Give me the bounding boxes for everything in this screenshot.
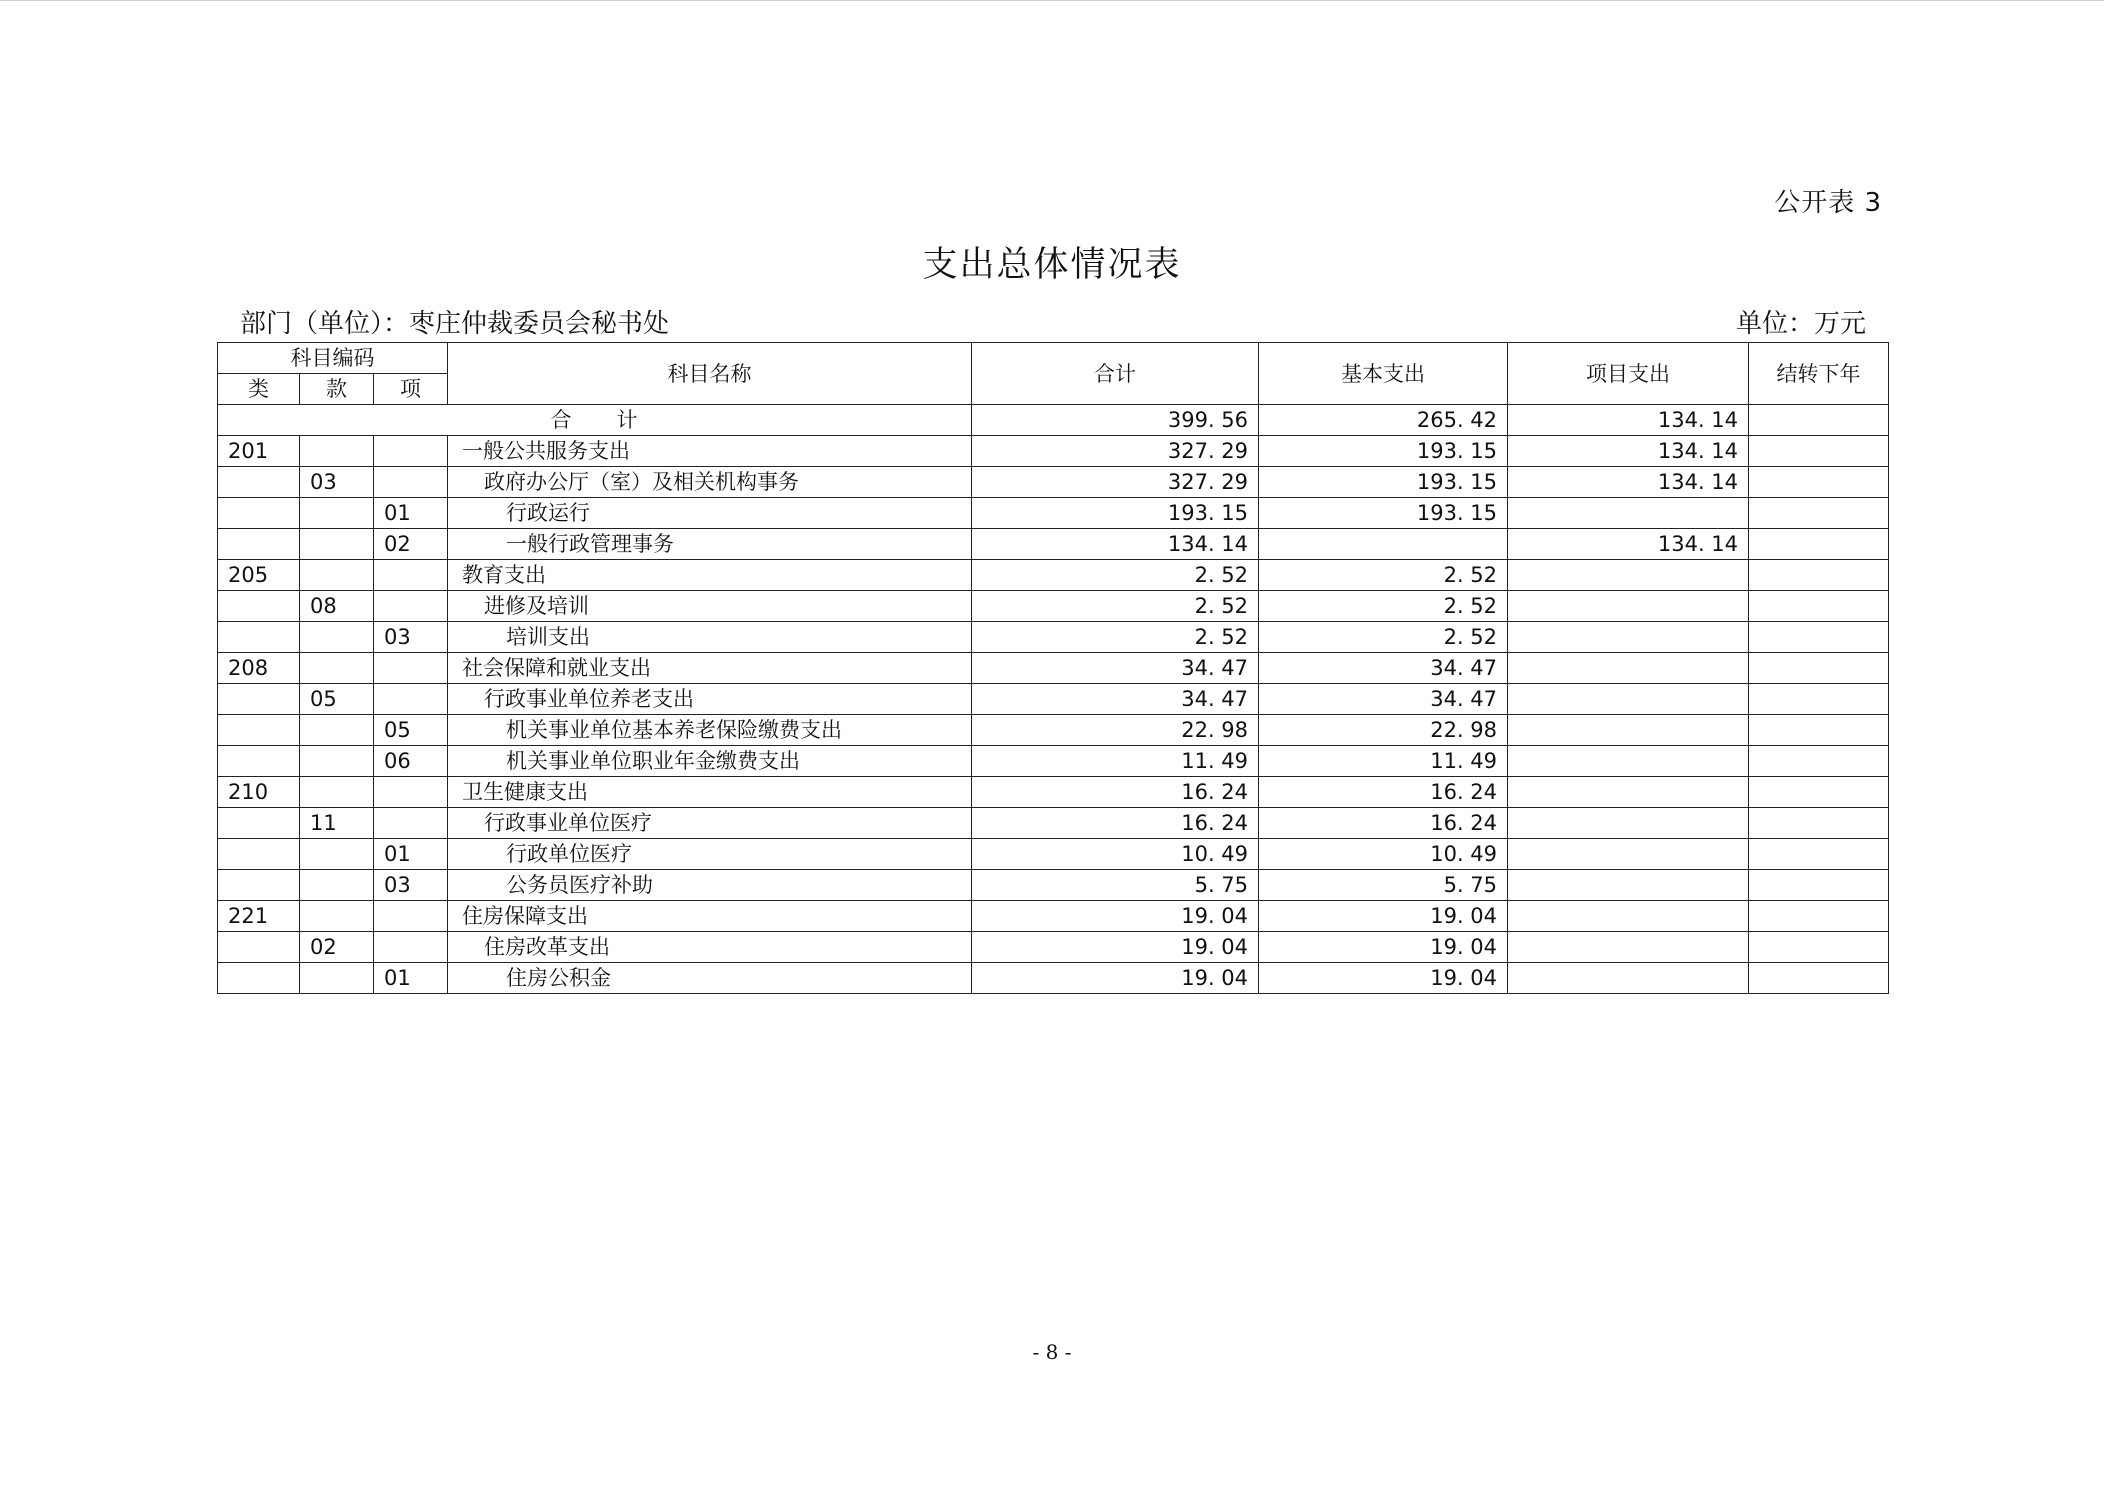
table-row bbox=[218, 529, 1889, 560]
table-row bbox=[218, 901, 1889, 932]
table-row bbox=[218, 715, 1889, 746]
code-section-cell: 02 bbox=[300, 932, 374, 963]
code-item-cell bbox=[374, 653, 448, 684]
carryover-cell bbox=[1749, 591, 1889, 622]
total-cell: 327. 29 bbox=[972, 467, 1259, 498]
total-cell: 19. 04 bbox=[972, 932, 1259, 963]
total-cell: 193. 15 bbox=[972, 498, 1259, 529]
carryover-cell bbox=[1749, 436, 1889, 467]
project-expenditure-cell bbox=[1508, 870, 1749, 901]
total-cell: 10. 49 bbox=[972, 839, 1259, 870]
total-cell: 34. 47 bbox=[972, 653, 1259, 684]
carryover-cell bbox=[1749, 498, 1889, 529]
page-title: 支出总体情况表 bbox=[922, 245, 1182, 285]
total-cell: 19. 04 bbox=[972, 901, 1259, 932]
subject-name-cell: 住房保障支出 bbox=[448, 901, 972, 932]
project-expenditure-cell bbox=[1508, 777, 1749, 808]
total-cell: 34. 47 bbox=[972, 684, 1259, 715]
code-class-cell: 208 bbox=[218, 653, 300, 684]
carryover-cell bbox=[1749, 777, 1889, 808]
code-item-cell bbox=[374, 684, 448, 715]
total-cell: 22. 98 bbox=[972, 715, 1259, 746]
code-section-cell bbox=[300, 715, 374, 746]
subject-name-cell: 机关事业单位职业年金缴费支出 bbox=[448, 746, 972, 777]
code-section-cell bbox=[300, 839, 374, 870]
basic-expenditure-cell: 2. 52 bbox=[1259, 560, 1508, 591]
carryover-cell bbox=[1749, 622, 1889, 653]
code-item-cell: 01 bbox=[374, 963, 448, 994]
code-class-cell: 221 bbox=[218, 901, 300, 932]
table-row bbox=[218, 746, 1889, 777]
code-section-cell: 08 bbox=[300, 591, 374, 622]
table-row bbox=[218, 591, 1889, 622]
total-cell: 2. 52 bbox=[972, 591, 1259, 622]
table-row bbox=[218, 963, 1889, 994]
header-carryover: 结转下年 bbox=[1749, 343, 1889, 405]
subject-name-cell: 培训支出 bbox=[448, 622, 972, 653]
carryover-cell bbox=[1749, 715, 1889, 746]
code-section-cell: 05 bbox=[300, 684, 374, 715]
carryover-cell bbox=[1749, 870, 1889, 901]
table-row bbox=[218, 653, 1889, 684]
code-class-cell bbox=[218, 529, 300, 560]
basic-expenditure-cell: 10. 49 bbox=[1259, 839, 1508, 870]
total-cell: 2. 52 bbox=[972, 622, 1259, 653]
table-body bbox=[218, 405, 1889, 994]
table-row bbox=[218, 932, 1889, 963]
carryover-cell bbox=[1749, 746, 1889, 777]
code-item-cell: 02 bbox=[374, 529, 448, 560]
table-row bbox=[218, 560, 1889, 591]
subject-name-cell: 行政单位医疗 bbox=[448, 839, 972, 870]
total-row-label bbox=[218, 405, 972, 436]
table-row bbox=[218, 498, 1889, 529]
table-row bbox=[218, 839, 1889, 870]
basic-expenditure-cell: 5. 75 bbox=[1259, 870, 1508, 901]
total-row-project: 134. 14 bbox=[1508, 405, 1749, 436]
basic-expenditure-cell: 2. 52 bbox=[1259, 591, 1508, 622]
unit-label: 单位：万元 bbox=[1735, 309, 1866, 339]
subject-name-cell: 一般行政管理事务 bbox=[448, 529, 972, 560]
document-tag: 公开表 3 bbox=[1774, 188, 1882, 218]
code-section-cell bbox=[300, 870, 374, 901]
basic-expenditure-cell: 193. 15 bbox=[1259, 467, 1508, 498]
basic-expenditure-cell: 16. 24 bbox=[1259, 777, 1508, 808]
project-expenditure-cell bbox=[1508, 498, 1749, 529]
carryover-cell bbox=[1749, 653, 1889, 684]
carryover-cell bbox=[1749, 684, 1889, 715]
total-cell: 16. 24 bbox=[972, 777, 1259, 808]
subject-name-cell: 教育支出 bbox=[448, 560, 972, 591]
total-row-basic: 265. 42 bbox=[1259, 405, 1508, 436]
carryover-cell bbox=[1749, 467, 1889, 498]
header-basic-expenditure: 基本支出 bbox=[1259, 343, 1508, 405]
header-code-group: 科目编码 bbox=[218, 343, 448, 374]
code-section-cell bbox=[300, 529, 374, 560]
project-expenditure-cell: 134. 14 bbox=[1508, 467, 1749, 498]
total-cell: 327. 29 bbox=[972, 436, 1259, 467]
code-class-cell bbox=[218, 963, 300, 994]
total-cell: 19. 04 bbox=[972, 963, 1259, 994]
project-expenditure-cell bbox=[1508, 901, 1749, 932]
code-item-cell: 06 bbox=[374, 746, 448, 777]
basic-expenditure-cell: 34. 47 bbox=[1259, 653, 1508, 684]
basic-expenditure-cell bbox=[1259, 529, 1508, 560]
code-section-cell bbox=[300, 963, 374, 994]
code-class-cell bbox=[218, 498, 300, 529]
total-cell: 5. 75 bbox=[972, 870, 1259, 901]
code-class-cell: 205 bbox=[218, 560, 300, 591]
code-section-cell bbox=[300, 436, 374, 467]
subject-name-cell: 政府办公厅（室）及相关机构事务 bbox=[448, 467, 972, 498]
subject-name-cell: 进修及培训 bbox=[448, 591, 972, 622]
code-item-cell: 01 bbox=[374, 839, 448, 870]
total-cell: 134. 14 bbox=[972, 529, 1259, 560]
header-project-expenditure: 项目支出 bbox=[1508, 343, 1749, 405]
carryover-cell bbox=[1749, 529, 1889, 560]
carryover-cell bbox=[1749, 901, 1889, 932]
header-row-1 bbox=[218, 343, 1889, 374]
code-item-cell: 01 bbox=[374, 498, 448, 529]
code-section-cell: 03 bbox=[300, 467, 374, 498]
basic-expenditure-cell: 19. 04 bbox=[1259, 963, 1508, 994]
basic-expenditure-cell: 16. 24 bbox=[1259, 808, 1508, 839]
subject-name-cell: 一般公共服务支出 bbox=[448, 436, 972, 467]
basic-expenditure-cell: 193. 15 bbox=[1259, 436, 1508, 467]
basic-expenditure-cell: 2. 52 bbox=[1259, 622, 1508, 653]
carryover-cell bbox=[1749, 932, 1889, 963]
table-row bbox=[218, 684, 1889, 715]
subject-name-cell: 住房公积金 bbox=[448, 963, 972, 994]
code-class-cell bbox=[218, 870, 300, 901]
subject-name-cell: 住房改革支出 bbox=[448, 932, 972, 963]
carryover-cell bbox=[1749, 963, 1889, 994]
code-section-cell bbox=[300, 622, 374, 653]
code-class-cell bbox=[218, 932, 300, 963]
code-item-cell bbox=[374, 808, 448, 839]
total-row-total: 399. 56 bbox=[972, 405, 1259, 436]
code-item-cell bbox=[374, 560, 448, 591]
code-item-cell bbox=[374, 591, 448, 622]
expenditure-table bbox=[217, 342, 1889, 994]
carryover-cell bbox=[1749, 839, 1889, 870]
project-expenditure-cell bbox=[1508, 653, 1749, 684]
project-expenditure-cell bbox=[1508, 715, 1749, 746]
basic-expenditure-cell: 11. 49 bbox=[1259, 746, 1508, 777]
project-expenditure-cell bbox=[1508, 808, 1749, 839]
header-code-section: 款 bbox=[300, 374, 374, 405]
code-item-cell: 03 bbox=[374, 870, 448, 901]
total-cell: 16. 24 bbox=[972, 808, 1259, 839]
header-total: 合计 bbox=[972, 343, 1259, 405]
code-item-cell bbox=[374, 777, 448, 808]
project-expenditure-cell bbox=[1508, 622, 1749, 653]
total-label-part-1: 合 bbox=[550, 408, 573, 432]
project-expenditure-cell bbox=[1508, 839, 1749, 870]
code-class-cell bbox=[218, 622, 300, 653]
code-section-cell: 11 bbox=[300, 808, 374, 839]
header-code-class: 类 bbox=[218, 374, 300, 405]
subject-name-cell: 行政运行 bbox=[448, 498, 972, 529]
project-expenditure-cell bbox=[1508, 591, 1749, 622]
project-expenditure-cell bbox=[1508, 684, 1749, 715]
table-row bbox=[218, 467, 1889, 498]
total-row-carryover bbox=[1749, 405, 1889, 436]
table-row bbox=[218, 870, 1889, 901]
code-class-cell bbox=[218, 684, 300, 715]
basic-expenditure-cell: 19. 04 bbox=[1259, 901, 1508, 932]
code-section-cell bbox=[300, 498, 374, 529]
page-top-border bbox=[0, 0, 2104, 1]
total-cell: 2. 52 bbox=[972, 560, 1259, 591]
code-item-cell bbox=[374, 932, 448, 963]
carryover-cell bbox=[1749, 560, 1889, 591]
code-item-cell bbox=[374, 901, 448, 932]
header-code-item: 项 bbox=[374, 374, 448, 405]
project-expenditure-cell: 134. 14 bbox=[1508, 529, 1749, 560]
table-row bbox=[218, 436, 1889, 467]
subject-name-cell: 公务员医疗补助 bbox=[448, 870, 972, 901]
header-subject-name: 科目名称 bbox=[448, 343, 972, 405]
basic-expenditure-cell: 19. 04 bbox=[1259, 932, 1508, 963]
code-class-cell bbox=[218, 467, 300, 498]
project-expenditure-cell bbox=[1508, 560, 1749, 591]
total-cell: 11. 49 bbox=[972, 746, 1259, 777]
total-row bbox=[218, 405, 1889, 436]
page-number: - 8 - bbox=[1032, 1340, 1072, 1364]
carryover-cell bbox=[1749, 808, 1889, 839]
code-section-cell bbox=[300, 746, 374, 777]
code-item-cell bbox=[374, 467, 448, 498]
basic-expenditure-cell: 193. 15 bbox=[1259, 498, 1508, 529]
subject-name-cell: 行政事业单位养老支出 bbox=[448, 684, 972, 715]
department-label: 部门（单位）：枣庄仲裁委员会秘书处 bbox=[240, 309, 670, 339]
basic-expenditure-cell: 34. 47 bbox=[1259, 684, 1508, 715]
code-item-cell bbox=[374, 436, 448, 467]
table-row bbox=[218, 808, 1889, 839]
code-class-cell bbox=[218, 715, 300, 746]
code-class-cell bbox=[218, 746, 300, 777]
project-expenditure-cell bbox=[1508, 963, 1749, 994]
basic-expenditure-cell: 22. 98 bbox=[1259, 715, 1508, 746]
code-item-cell: 03 bbox=[374, 622, 448, 653]
subject-name-cell: 机关事业单位基本养老保险缴费支出 bbox=[448, 715, 972, 746]
code-section-cell bbox=[300, 777, 374, 808]
project-expenditure-cell bbox=[1508, 746, 1749, 777]
subject-name-cell: 行政事业单位医疗 bbox=[448, 808, 972, 839]
subject-name-cell: 卫生健康支出 bbox=[448, 777, 972, 808]
code-class-cell: 210 bbox=[218, 777, 300, 808]
code-section-cell bbox=[300, 560, 374, 591]
code-item-cell: 05 bbox=[374, 715, 448, 746]
project-expenditure-cell: 134. 14 bbox=[1508, 436, 1749, 467]
subject-name-cell: 社会保障和就业支出 bbox=[448, 653, 972, 684]
project-expenditure-cell bbox=[1508, 932, 1749, 963]
total-label-part-2: 计 bbox=[616, 408, 639, 432]
code-class-cell bbox=[218, 839, 300, 870]
table-row bbox=[218, 622, 1889, 653]
code-section-cell bbox=[300, 901, 374, 932]
table-row bbox=[218, 777, 1889, 808]
code-class-cell bbox=[218, 808, 300, 839]
code-class-cell: 201 bbox=[218, 436, 300, 467]
code-section-cell bbox=[300, 653, 374, 684]
code-class-cell bbox=[218, 591, 300, 622]
